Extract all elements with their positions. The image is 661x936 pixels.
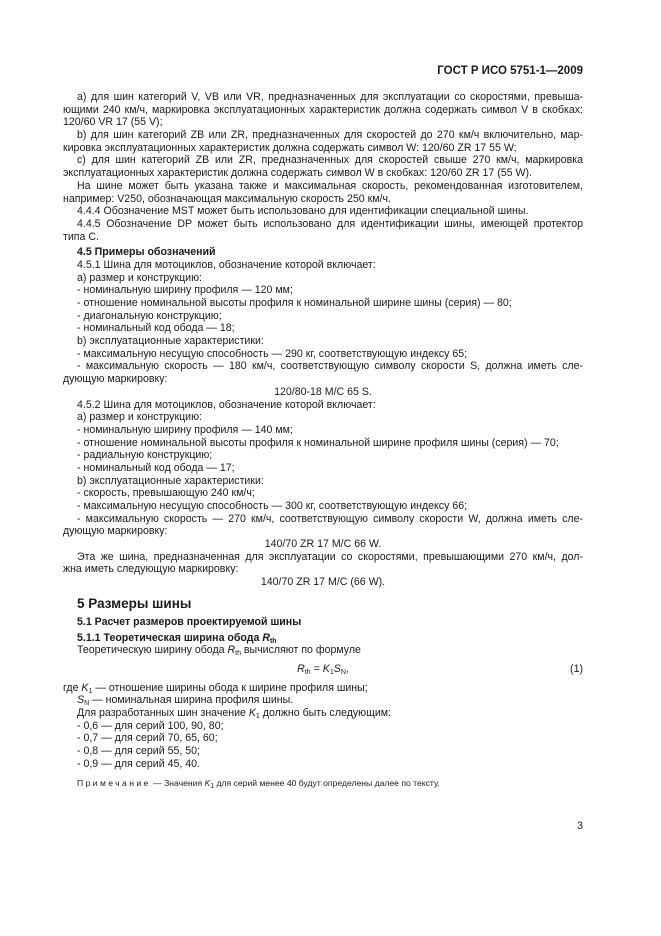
math-symbol: N <box>340 668 346 676</box>
equation-number: (1) <box>570 662 583 675</box>
text-line: 4.5.2 Шина для мотоциклов, обозначение которой включает: <box>77 398 376 411</box>
text-line: c) для шин категорий ZB или ZR, предназначенных для скоростей свыше 270 км/ч, маркировка <box>77 154 583 167</box>
text-line <box>63 644 583 657</box>
marking-example: 140/70 ZR 17 M/C 66 W. <box>264 538 382 551</box>
text-run: = <box>310 662 323 675</box>
text-line <box>63 682 583 695</box>
text-line: - отношение номинальной высоты профиля к номинальной ширине профиля шины (серия) — 70; <box>77 436 559 449</box>
math-symbol: K <box>81 681 89 694</box>
text-line: - номинальную ширину профиля — 120 мм; <box>77 284 293 297</box>
text-line: дующую маркировку: <box>63 373 168 386</box>
text-run: Теоретическую ширину обода <box>77 644 228 657</box>
text-line: - номинальный код обода — 17; <box>77 461 235 474</box>
math-symbol: N <box>84 700 90 708</box>
text-line: - диагональную конструкцию; <box>77 309 222 322</box>
subsection-heading: 5.1 Расчет размеров проектируемой шины <box>77 615 302 628</box>
text-line: 4.4.5 Обозначение DP может быть использовано для идентификации шины, имеющей протектор <box>77 217 583 230</box>
text-run: где <box>63 681 82 694</box>
text-line: - номинальную ширину профиля — 140 мм; <box>77 423 293 436</box>
text-line: дующую маркировку: <box>63 525 168 538</box>
text-line: эксплуатационных характеристик должна содержать символ W в скобках: 120/60 ZR 17 (55 W). <box>63 167 532 180</box>
text-line: b) эксплуатационные характеристики: <box>77 474 264 487</box>
text-line: 4.4.4 Обозначение MST может быть использовано для идентификации специальной шины. <box>77 205 529 218</box>
section-heading: 5 Размеры шины <box>77 595 192 611</box>
math-symbol: th <box>269 637 277 645</box>
text-line: b) для шин категорий ZB или ZR, предназначенных для скоростей до 270 км/ч включительно, мар- <box>77 129 583 142</box>
text-line: - 0,8 — для серий 55, 50; <box>77 745 200 757</box>
text-run: вычисляют по формуле <box>240 644 361 657</box>
math-symbol: S <box>77 694 85 707</box>
text-line: 4.5.1 Шина для мотоциклов, обозначение которой включает: <box>77 258 376 271</box>
text-line: - 0,6 — для серий 100, 90, 80; <box>77 719 224 732</box>
text-run: Примечание <box>77 778 151 789</box>
text-line: - максимальную несущую способность — 300 кг, соответствующую индексу 66; <box>77 500 468 512</box>
marking-example: 120/80-18 M/C 65 S. <box>274 385 372 398</box>
text-line: типа C. <box>63 230 99 243</box>
text-line: - 0,7 — для серий 70, 65, 60; <box>77 732 218 745</box>
text-line: кировка эксплуатационных характеристик должна содержать символ W: 120/60 ZR 17 55 W; <box>63 141 517 154</box>
math-symbol: R <box>297 662 305 675</box>
text-line: b) эксплуатационные характеристики: <box>77 335 264 348</box>
text-run: Для разработанных шин значение <box>77 706 249 719</box>
text-run: — отношение ширины обода к ширине профиля шины; <box>92 681 368 694</box>
math-symbol: K <box>248 706 256 719</box>
math-symbol: K <box>204 778 211 789</box>
text-run: — Значения <box>150 778 205 789</box>
text-line: ющими 240 км/ч, маркировка эксплуатационных характеристик должна содержать символ V в скобках: <box>63 103 583 116</box>
page-number: 3 <box>577 820 583 832</box>
text-line: - отношение номинальной высоты профиля к номинальной ширине шины (серия) — 80; <box>77 297 512 309</box>
text-line <box>63 707 583 720</box>
document-body <box>63 91 583 790</box>
text-line: - скорость, превышающую 240 км/ч; <box>77 487 255 500</box>
text-run: 5.1.1 Теоретическая ширина обода <box>77 631 263 644</box>
subsection-heading <box>63 632 583 645</box>
math-symbol: th <box>235 650 241 658</box>
text-line: - максимальную скорость — 180 км/ч, соответствующую символу скорости S, должна иметь сле- <box>77 360 583 373</box>
text-line: - 0,9 — для серий 45, 40. <box>77 757 200 770</box>
math-symbol: R <box>227 644 236 657</box>
marking-example: 140/70 ZR 17 M/C (66 W). <box>260 576 386 589</box>
text-line: - номинальный код обода — 18; <box>77 322 235 335</box>
math-symbol: 1 <box>329 668 334 676</box>
math-symbol: th <box>304 668 311 676</box>
formula <box>63 663 583 676</box>
math-symbol: 1 <box>88 687 93 695</box>
text-line: - максимальную несущую способность — 290 кг, соответствующую индексу 65; <box>77 347 468 360</box>
text-line <box>63 694 583 707</box>
math-symbol: 1 <box>210 783 215 791</box>
text-run: должно быть следующим: <box>259 706 391 719</box>
note <box>63 777 583 790</box>
text-line: a) размер и конструкцию: <box>77 271 202 284</box>
text-line: - максимальную скорость — 270 км/ч, соответствующую символу скорости W, должна иметь сле- <box>77 512 583 525</box>
text-line: 120/60 VR 17 (55 V); <box>63 116 163 129</box>
text-line: a) размер и конструкцию: <box>77 411 202 424</box>
text-line: На шине может быть указана также и максимальная скорость, рекомендованная изготовителем, <box>77 179 583 192</box>
subsection-heading: 4.5 Примеры обозначений <box>77 246 216 259</box>
text-line: например: V250, обозначающая максимальную скорость 250 км/ч. <box>63 192 391 205</box>
math-symbol: K <box>322 662 330 675</box>
document-header: ГОСТ Р ИСО 5751-1—2009 <box>437 65 583 77</box>
math-symbol: R <box>262 631 270 644</box>
math-symbol: 1 <box>255 712 260 720</box>
text-run: , <box>345 662 349 675</box>
text-line: жна иметь следующую маркировку: <box>63 563 239 576</box>
text-run: — номинальная ширина профиля шины. <box>89 694 294 707</box>
math-symbol: S <box>333 662 341 675</box>
text-line: Эта же шина, предназначенная для эксплуатации со скоростями, превышающими 270 км/ч, дол- <box>77 550 583 563</box>
text-line: a) для шин категорий V, VB или VR, предназначенных для эксплуатации со скоростями, превыша- <box>77 91 583 103</box>
text-run: для серий менее 40 будут определены далее по тексту. <box>214 778 440 789</box>
text-line: - радиальную конструкцию; <box>77 449 213 462</box>
